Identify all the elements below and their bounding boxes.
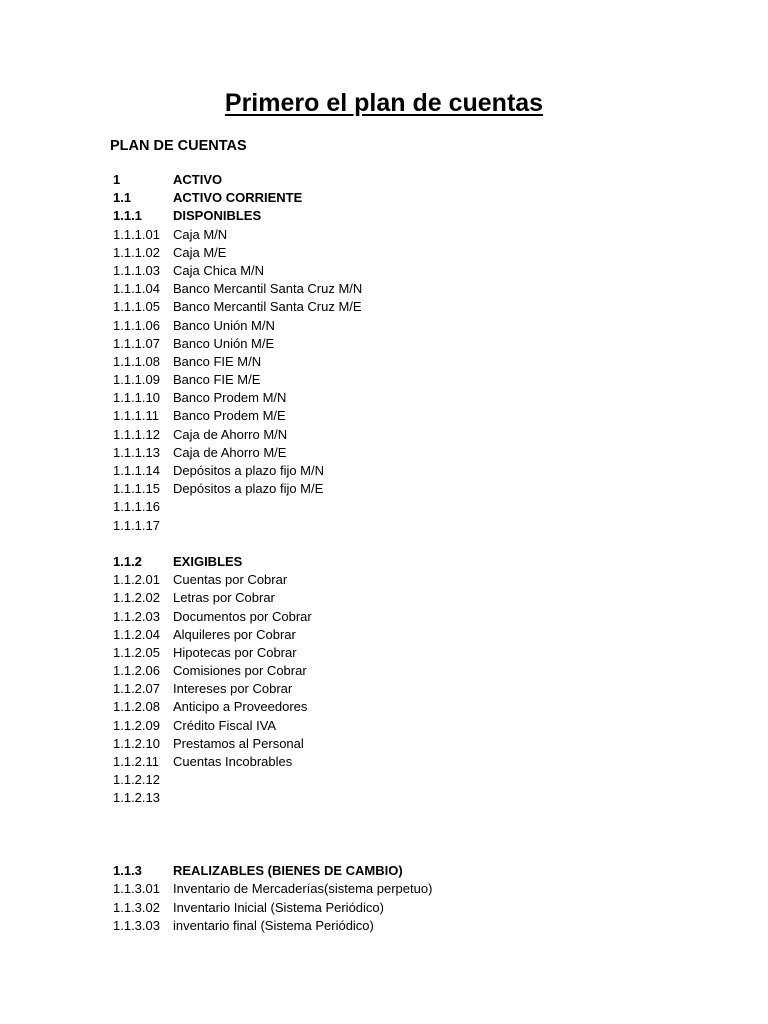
account-code: 1.1.1.09 <box>113 372 160 388</box>
account-code: 1.1.1.10 <box>113 390 160 406</box>
account-name: Crédito Fiscal IVA <box>173 717 277 733</box>
account-row <box>113 789 673 807</box>
account-name: Cuentas Incobrables <box>173 754 293 769</box>
account-code: 1.1.2.06 <box>113 663 160 679</box>
account-name: Prestamos al Personal <box>173 735 304 751</box>
account-name: Inventario Inicial (Sistema Periódico) <box>173 899 384 915</box>
account-code: 1.1.2.03 <box>113 608 160 624</box>
account-row <box>113 444 673 462</box>
account-row <box>113 298 673 316</box>
row-spacer <box>113 535 673 553</box>
account-row <box>113 371 673 389</box>
account-row <box>113 735 673 753</box>
account-name: Hipotecas por Cobrar <box>173 644 297 660</box>
account-code: 1.1.1.13 <box>113 444 160 460</box>
account-code: 1.1.1.06 <box>113 317 160 333</box>
document-title: Primero el plan de cuentas <box>224 89 544 117</box>
account-name: Banco FIE M/N <box>173 353 262 369</box>
account-code: 1.1.2.12 <box>113 772 160 788</box>
account-name: DISPONIBLES <box>173 208 262 224</box>
account-name: Caja de Ahorro M/E <box>173 444 287 460</box>
account-row <box>113 353 673 371</box>
account-name: Banco Prodem M/E <box>173 408 286 424</box>
account-row <box>113 917 673 935</box>
account-group-row <box>113 171 673 189</box>
account-name: Banco Mercantil Santa Cruz M/N <box>173 281 363 297</box>
account-name: Banco Prodem M/N <box>173 390 287 406</box>
account-row <box>113 698 673 716</box>
account-list <box>113 171 673 935</box>
account-row <box>113 426 673 444</box>
account-code: 1.1.2.08 <box>113 699 160 715</box>
account-code: 1.1.1.12 <box>113 426 160 442</box>
account-name: Inventario de Mercaderías(sistema perpetuo) <box>173 881 433 897</box>
account-name: Banco Unión M/N <box>173 317 275 333</box>
account-row <box>113 680 673 698</box>
account-name: Banco Unión M/E <box>173 335 275 351</box>
account-code: 1.1.2.10 <box>113 735 160 751</box>
account-code: 1.1.1.04 <box>113 281 160 297</box>
account-row <box>113 262 673 280</box>
account-name: Caja de Ahorro M/N <box>173 426 288 442</box>
section-heading: PLAN DE CUENTAS <box>110 138 247 154</box>
account-name: Depósitos a plazo fijo M/E <box>173 481 324 497</box>
account-row <box>113 608 673 626</box>
account-code: 1.1.1.03 <box>113 262 160 278</box>
account-code: 1.1.1.11 <box>113 408 160 424</box>
account-row <box>113 407 673 425</box>
account-row <box>113 517 673 535</box>
account-group-row <box>113 553 673 571</box>
account-name: Banco FIE M/E <box>173 372 261 388</box>
account-row <box>113 717 673 735</box>
account-row <box>113 389 673 407</box>
account-name: Caja Chica M/N <box>173 262 265 278</box>
account-code: 1.1.2.13 <box>113 790 160 806</box>
account-row <box>113 571 673 589</box>
account-code: 1.1.1.08 <box>113 353 160 369</box>
account-code: 1.1.2.09 <box>113 717 160 733</box>
account-code: 1.1.3 <box>113 863 142 879</box>
account-code: 1.1.2.05 <box>113 644 160 660</box>
account-row <box>113 498 673 516</box>
account-name: ACTIVO CORRIENTE <box>173 190 303 206</box>
account-name: Intereses por Cobrar <box>173 681 293 697</box>
account-code: 1.1.1.16 <box>113 499 160 515</box>
account-code: 1.1.2.07 <box>113 681 160 697</box>
account-group-row <box>113 862 673 880</box>
account-group-row <box>113 189 673 207</box>
account-name: Caja M/E <box>173 244 227 260</box>
account-code: 1.1.2.02 <box>113 590 160 606</box>
account-code: 1.1.1.05 <box>113 299 160 315</box>
account-row <box>113 317 673 335</box>
account-name: Letras por Cobrar <box>173 590 275 606</box>
account-code: 1.1.1.17 <box>113 517 160 533</box>
account-row <box>113 280 673 298</box>
account-name: Anticipo a Proveedores <box>173 699 308 715</box>
account-code: 1.1.2.11 <box>113 754 160 769</box>
account-row <box>113 662 673 680</box>
account-row <box>113 771 673 789</box>
account-name: Comisiones por Cobrar <box>173 663 307 679</box>
account-row <box>113 480 673 498</box>
account-code: 1.1.1.01 <box>113 226 160 242</box>
account-row <box>113 880 673 898</box>
account-row <box>113 644 673 662</box>
account-code: 1.1.3.01 <box>113 881 160 897</box>
account-name: Alquileres por Cobrar <box>173 626 296 642</box>
account-code: 1.1.2.01 <box>113 572 160 588</box>
account-code: 1.1 <box>113 190 132 206</box>
account-code: 1.1.1 <box>113 208 142 224</box>
account-code: 1.1.1.07 <box>113 335 160 351</box>
account-row <box>113 589 673 607</box>
account-code: 1.1.2 <box>113 553 142 569</box>
account-group-row <box>113 207 673 225</box>
account-name: inventario final (Sistema Periódico) <box>173 917 374 933</box>
account-row <box>113 244 673 262</box>
account-name: Cuentas por Cobrar <box>173 572 288 588</box>
account-code: 1.1.1.14 <box>113 463 160 478</box>
account-row <box>113 226 673 244</box>
account-name: Banco Mercantil Santa Cruz M/E <box>173 299 362 315</box>
account-code: 1.1.1.02 <box>113 244 160 260</box>
account-row <box>113 335 673 353</box>
account-name: ACTIVO <box>173 172 223 187</box>
account-row <box>113 626 673 644</box>
account-name: Documentos por Cobrar <box>173 608 312 624</box>
account-name: REALIZABLES (BIENES DE CAMBIO) <box>173 863 403 879</box>
account-row <box>113 753 673 771</box>
account-row <box>113 462 673 480</box>
account-code: 1.1.3.03 <box>113 917 160 933</box>
account-name: Depósitos a plazo fijo M/N <box>173 463 325 478</box>
account-code: 1.1.3.02 <box>113 899 160 915</box>
account-name: EXIGIBLES <box>173 553 243 569</box>
account-code: 1.1.2.04 <box>113 626 160 642</box>
row-spacer <box>113 808 673 863</box>
account-name: Caja M/N <box>173 226 228 242</box>
account-row <box>113 899 673 917</box>
account-code: 1.1.1.15 <box>113 481 160 497</box>
account-code: 1 <box>113 172 121 187</box>
